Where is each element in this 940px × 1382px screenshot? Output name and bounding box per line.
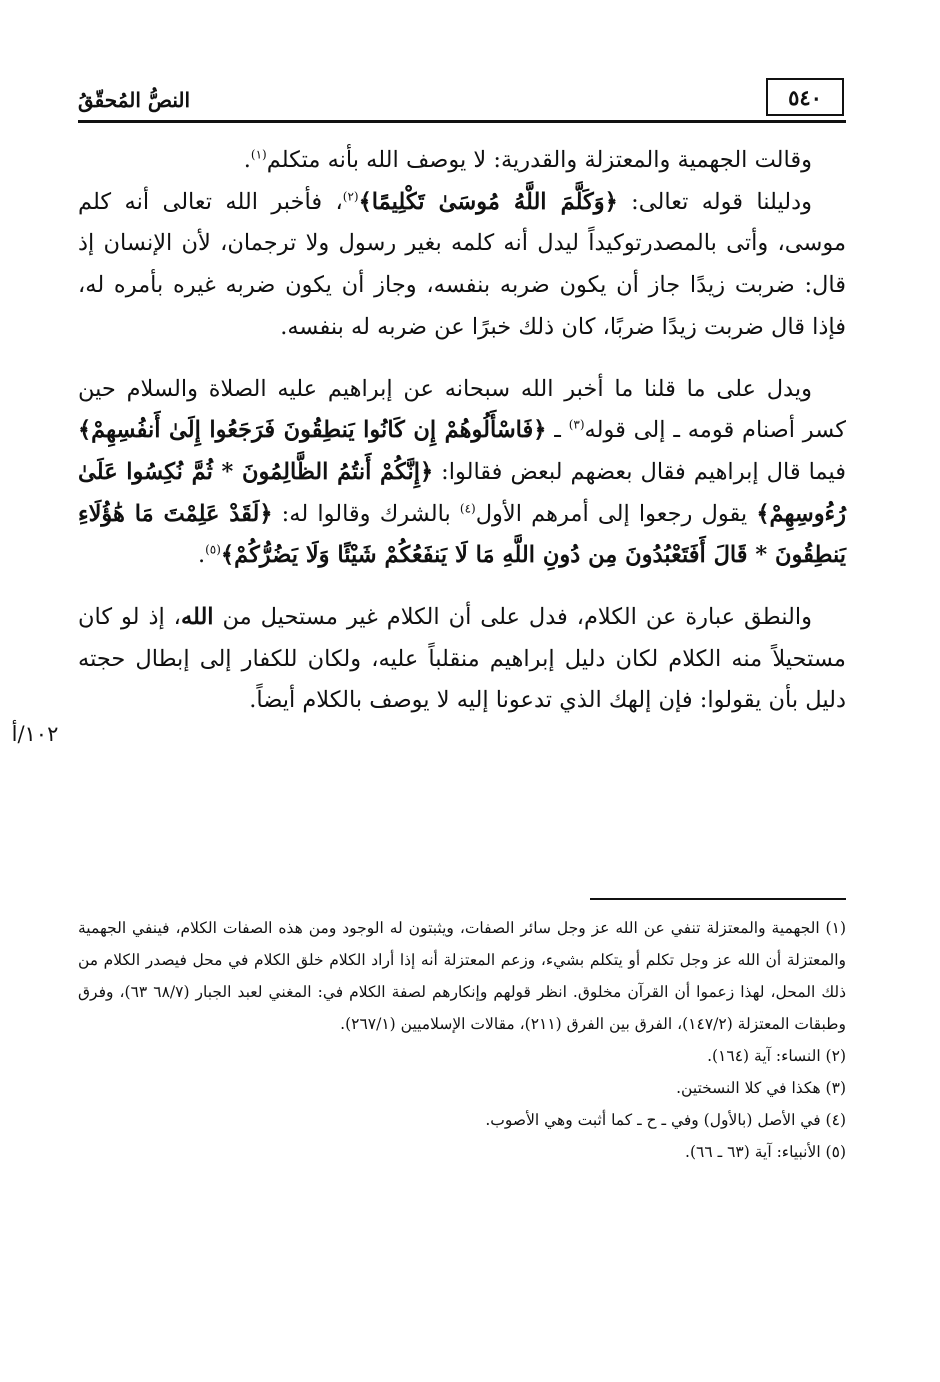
page-number: ٥٤٠ <box>788 84 822 110</box>
header-rule <box>78 120 846 123</box>
footnote-ref: (٥) <box>205 542 221 557</box>
footnote-4: (٤) في الأصل (بالأول) وفي ـ ح ـ كما أثبت وهي الأصوب. <box>485 1111 846 1129</box>
text-span: . <box>197 542 206 569</box>
paragraph-2 <box>78 182 846 349</box>
footnote-separator <box>590 898 846 900</box>
paragraph-4 <box>78 597 846 722</box>
quran-quote: ﴿إِنَّكُمْ أَنتُمُ الظَّالِمُونَ * ثُمَّ نُكِسُوا عَلَىٰ رُءُوسِهِمْ﴾ <box>78 458 847 527</box>
footnote-ref: (١) <box>250 147 267 162</box>
manuscript-folio-note: ١٠٢/أ <box>11 722 59 746</box>
page-number-box <box>766 78 844 116</box>
divine-name: الله <box>180 604 214 631</box>
quran-quote: ﴿فَاسْأَلُوهُمْ إِن كَانُوا يَنطِقُونَ فَرَجَعُوا إِلَىٰ أَنفُسِهِمْ﴾ <box>78 417 547 444</box>
text-span: ، فأخبر الله تعالى أنه كلم موسى، وأتى بالمصدرتوكيداً ليدل أنه كلمه بغير رسول ولا ترجمان، لأن الإنسان إذ قال: ضربت زيدًا جاز أن يكون ضربه بنفسه، وجاز أن يكون ضربه غيره بأمره له، فإذا قال ضربت زيدًا ضربًا، كان ذلك خبرًا عن ضربه له بنفسه. <box>78 188 846 340</box>
text-span: ، إذ لو كان مستحيلاً منه الكلام لكان دليل إبراهيم منقلباً عليه، ولكان للكفار إلى إبطال حجته دليل بأن يقولوا: فإن إلهك الذي تدعونا إليه لا يوصف بالكلام أيضاً. <box>78 604 846 714</box>
quran-quote: ﴿وَكَلَّمَ اللَّهُ مُوسَىٰ تَكْلِيمًا﴾ <box>358 188 618 215</box>
paragraph-3 <box>78 369 846 578</box>
paragraph-1 <box>78 140 846 182</box>
text-span: ـ <box>546 417 569 444</box>
text-span: فيما قال إبراهيم فقال بعضهم لبعض فقالوا: <box>433 458 846 485</box>
text-span: ويدل على ما قلنا ما أخبر الله سبحانه عن إبراهيم عليه الصلاة والسلام حين كسر أصنام قومه ـ إلى قوله <box>78 375 846 444</box>
footnotes <box>78 912 846 1168</box>
text-span: والنطق عبارة عن الكلام، فدل على أن الكلام غير مستحيل من <box>213 604 812 631</box>
footnote-5: (٥) الأنبياء: آية (٦٣ ـ ٦٦). <box>685 1143 846 1161</box>
footnote-2: (٢) النساء: آية (١٦٤). <box>707 1047 846 1065</box>
text-span: ودليلنا قوله تعالى: <box>617 188 812 215</box>
paragraph-gap <box>78 349 846 369</box>
running-title: النصُّ المُحقّقُ <box>78 88 191 112</box>
text-span: بالشرك وقالوا له: <box>272 500 460 527</box>
text-span: وقالت الجهمية والمعتزلة والقدرية: لا يوصف الله بأنه متكلم <box>266 147 812 173</box>
text-span: يقول رجعوا إلى أمرهم الأول <box>475 500 757 527</box>
footnote-ref: (٣) <box>568 417 585 432</box>
footnote-ref: (٢) <box>342 189 359 204</box>
paragraph-gap <box>78 577 846 597</box>
main-text <box>78 140 846 722</box>
footnote-3: (٣) هكذا في كلا النسختين. <box>676 1079 846 1097</box>
footnote-1: (١) الجهمية والمعتزلة تنفي عن الله عز وجل سائر الصفات، ويثبتون له الوجود ومن هذه الصفات الكلام، فينفي الجهمية والمعتزلة أن الله عز وجل تكلم أو يتكلم بشيء، وزعم المعتزلة أنه إذا أراد الكلام خلق الكلام في محل فيصدر الكلام من ذلك المحل، لهذا زعموا أن القرآن مخلوق. انظر قولهم وإنكارهم لصفة الكلام في: المغني لعبد الجبار (٦٨/٧ ٦٣)، وفرق وطبقات المعتزلة (١٤٧/٢)، الفرق بين الفرق (٢١١)، مقالات الإسلاميين (٢٦٧/١). <box>78 919 847 1033</box>
text-span: . <box>243 147 251 173</box>
footnote-ref: (٤) <box>459 501 476 516</box>
quran-quote: ﴿لَقَدْ عَلِمْتَ مَا هَٰؤُلَاءِ يَنطِقُونَ * قَالَ أَفَتَعْبُدُونَ مِن دُونِ اللَّهِ مَا لَا يَنفَعُكُمْ شَيْئًا وَلَا يَضُرُّكُمْ﴾ <box>78 500 846 569</box>
page-header <box>78 78 846 124</box>
